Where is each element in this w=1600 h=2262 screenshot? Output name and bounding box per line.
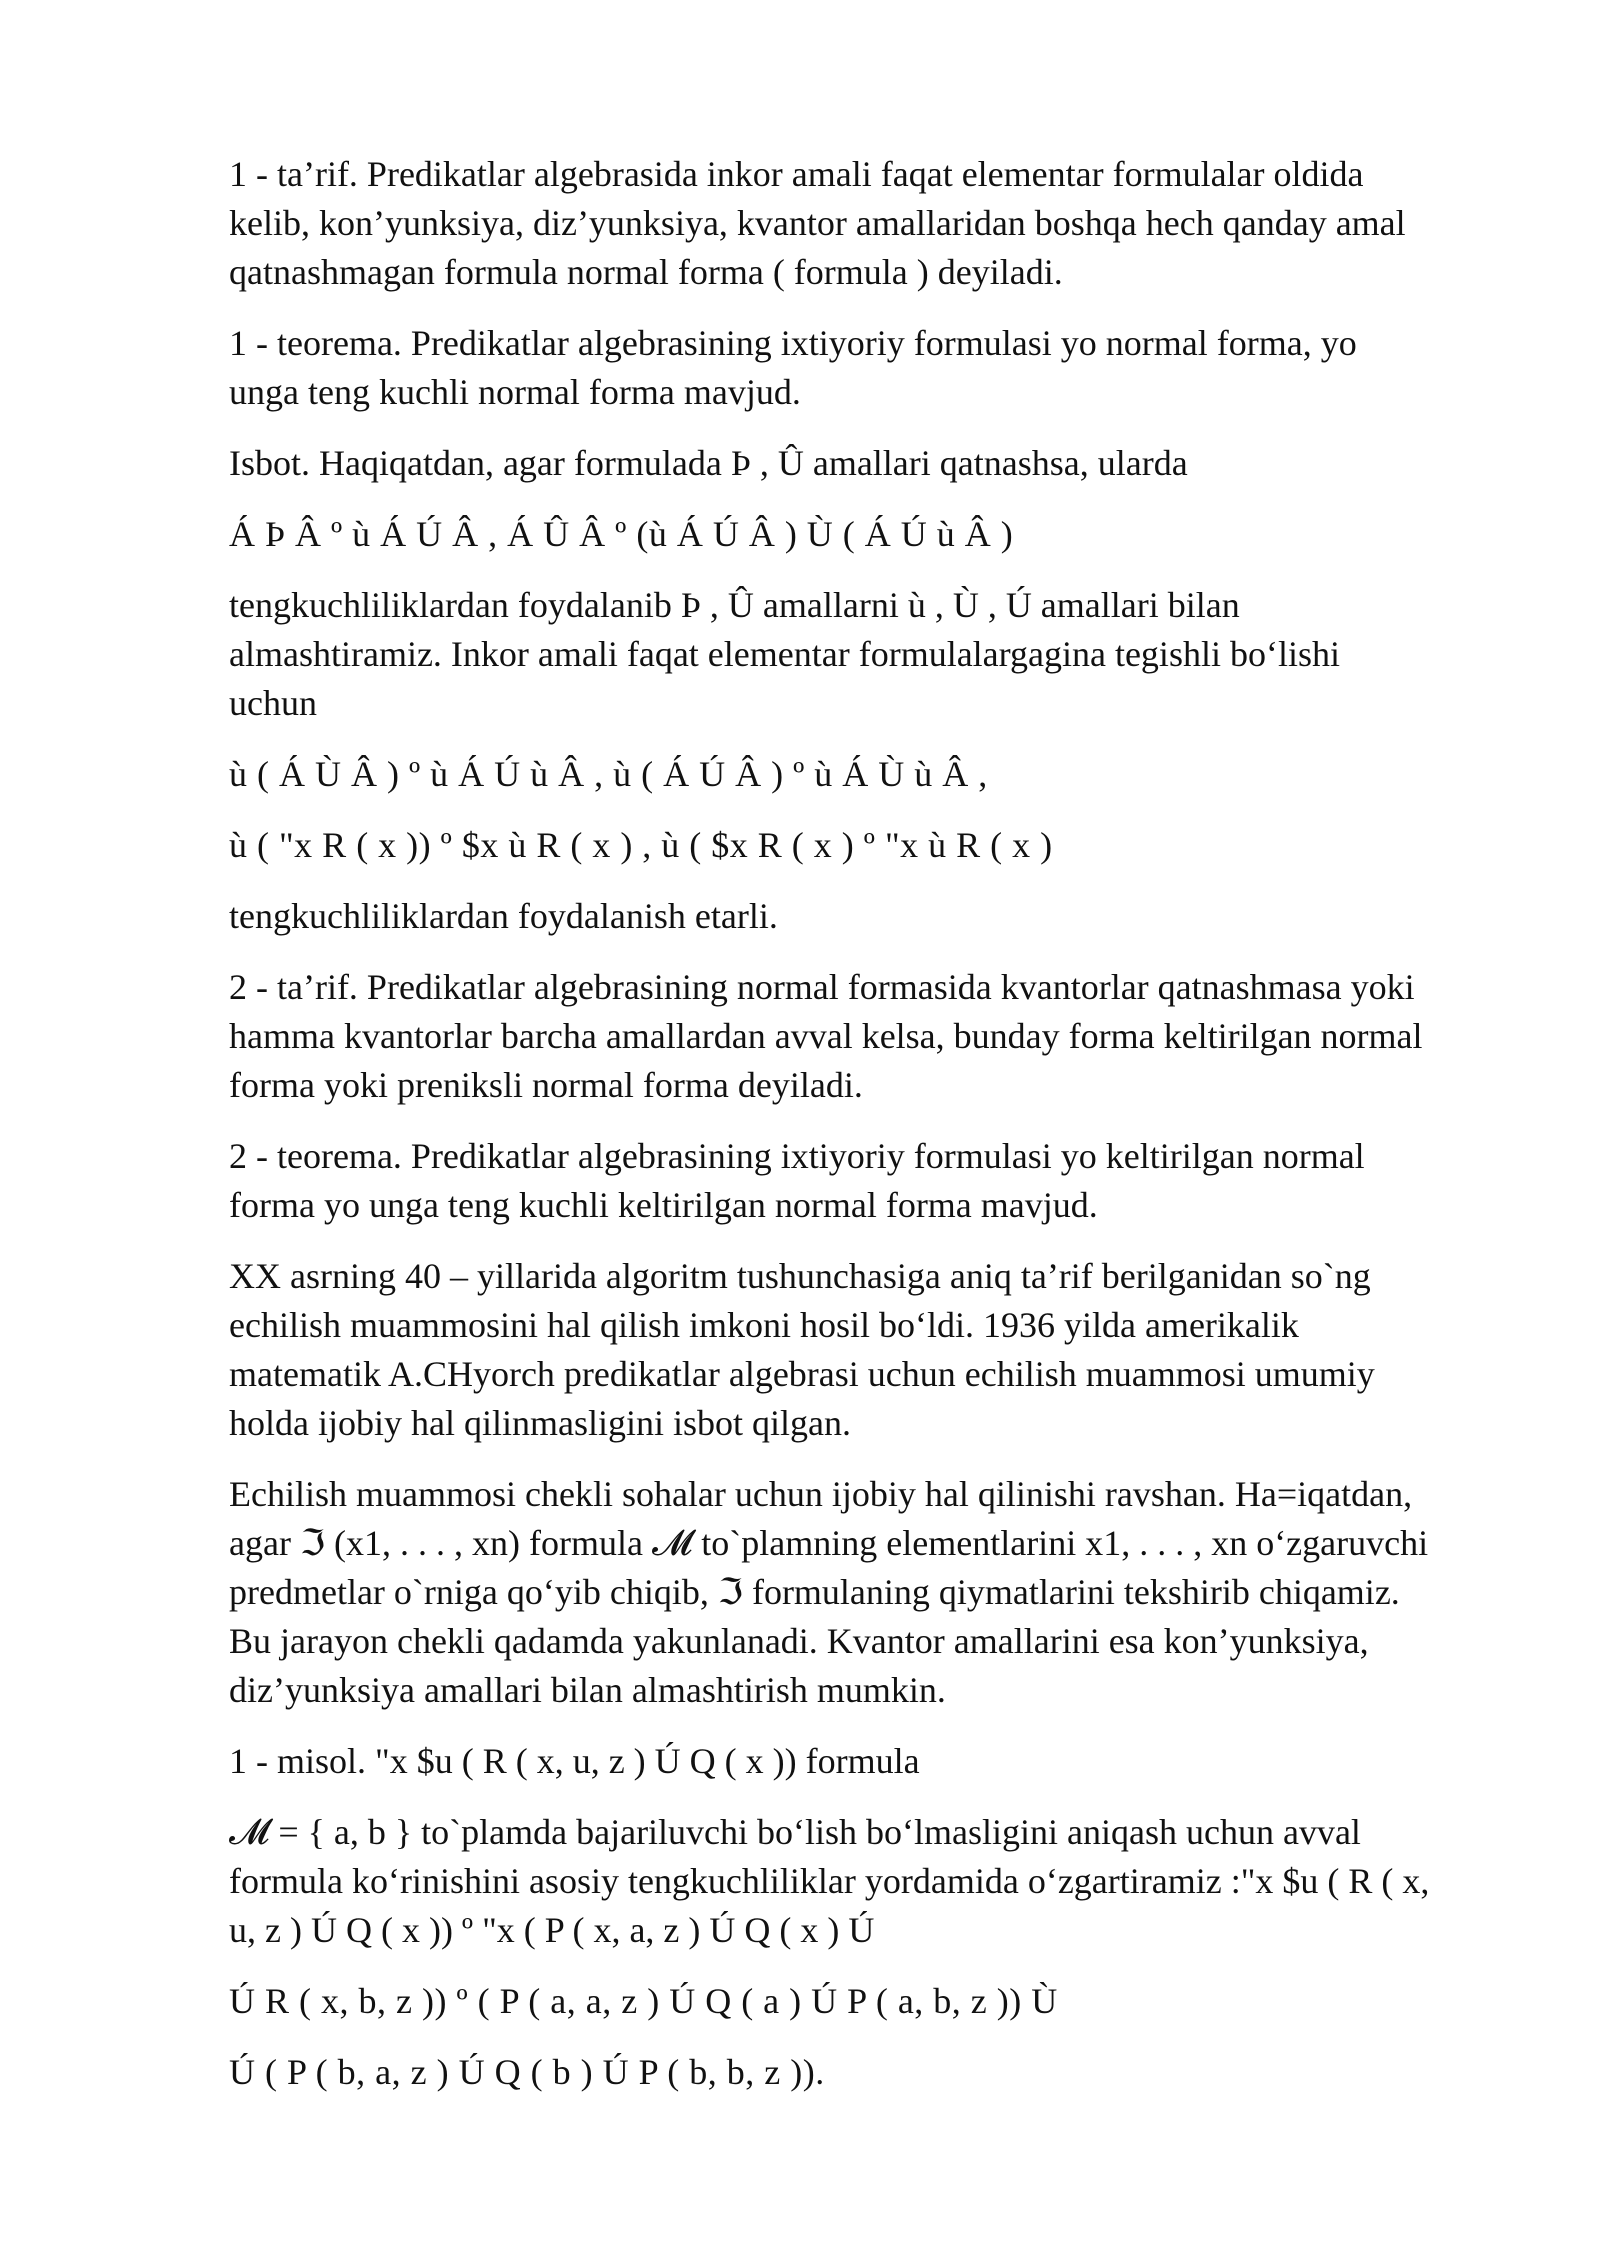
example-formula-line-1: Ú R ( x, b, z )) º ( P ( a, a, z ) Ú Q ( a ) Ú P ( a, b, z )) Ù — [229, 1981, 1058, 2021]
theorem-2-paragraph: 2 - teorema. Predikatlar algebrasining ixtiyoriy formulasi yo keltirilgan normal forma yo unga teng kuchli keltirilgan normal forma mavjud. — [229, 1136, 1365, 1225]
proof-intro-paragraph: Isbot. Haqiqatdan, agar formulada Þ , Û amallari qatnashsa, ularda — [229, 443, 1188, 483]
de-morgan-formula: ù ( Á Ù Â ) º ù Á Ú ù Â , ù ( Á Ú Â ) º ù Á Ù ù Â , — [229, 754, 988, 794]
definition-2-paragraph: 2 - ta’rif. Predikatlar algebrasining normal formasida kvantorlar qatnashmasa yoki hamma kvantorlar barcha amallardan avval kelsa, bunday forma keltirilgan normal forma yoki preniksli normal forma deyiladi. — [229, 967, 1423, 1105]
equivalence-formula-1: Á Þ Â º ù Á Ú Â , Á Û Â º (ù Á Ú Â ) Ù ( Á Ú ù Â ) — [229, 514, 1014, 554]
document-page — [229, 150, 1489, 2119]
example-1-explanation-paragraph: 𝓜 = { a, b } to`plamda bajariluvchi bo‘lish bo‘lmasligini aniqash uchun avval formula ko‘rinishini asosiy tengkuchliliklar yordamida o‘zgartiramiz :"x $u ( R ( x, u, z ) Ú Q ( x )) º "x ( P ( x, a, z ) Ú Q ( x ) Ú — [229, 1812, 1430, 1950]
definition-1-paragraph: 1 - ta’rif. Predikatlar algebrasida inkor amali faqat elementar formulalar oldida kelib, kon’yunksiya, diz’yunksiya, kvantor amallaridan boshqa hech qanday amal qatnashmagan formula normal forma ( formula ) deyiladi. — [229, 154, 1406, 292]
proof-continuation-paragraph: tengkuchliliklardan foydalanib Þ , Û amallarni ù , Ù , Ú amallari bilan almashtiramiz. Inkor amali faqat elementar formulalargagina tegishli bo‘lishi uchun — [229, 585, 1340, 723]
proof-conclusion-paragraph: tengkuchliliklardan foydalanish etarli. — [229, 896, 778, 936]
quantifier-negation-formula: ù ( "x R ( x )) º $x ù R ( x ) , ù ( $x R ( x ) º "x ù R ( x ) — [229, 825, 1053, 865]
example-1-paragraph: 1 - misol. "x $u ( R ( x, u, z ) Ú Q ( x )) formula — [229, 1741, 920, 1781]
history-paragraph: XX asrning 40 – yillarida algoritm tushunchasiga aniq ta’rif berilganidan so`ng echilish muammosini hal qilish imkoni hosil bo‘ldi. 1936 yilda amerikalik matematik A.CHyorch predikatlar algebrasi uchun echilish muammosi umumiy holda ijobiy hal qilinmasligini isbot qilgan. — [229, 1256, 1375, 1443]
example-formula-line-2: Ú ( P ( b, a, z ) Ú Q ( b ) Ú P ( b, b, z )). — [229, 2052, 825, 2092]
theorem-1-paragraph: 1 - teorema. Predikatlar algebrasining ixtiyoriy formulasi yo normal forma, yo unga teng kuchli normal forma mavjud. — [229, 323, 1357, 412]
finite-domain-paragraph: Echilish muammosi chekli sohalar uchun ijobiy hal qilinishi ravshan. Ha=iqatdan, agar ℑ (x1, . . . , xn) formula 𝓜 to`plamning elementlarini x1, . . . , xn o‘zgaruvchi predmetlar o`rniga qo‘yib chiqib, ℑ formulaning qiymatlarini tekshirib chiqamiz. Bu jarayon chekli qadamda yakunlanadi. Kvantor amallarini esa kon’yunksiya, diz’yunksiya amallari bilan almashtirish mumkin. — [229, 1474, 1429, 1710]
